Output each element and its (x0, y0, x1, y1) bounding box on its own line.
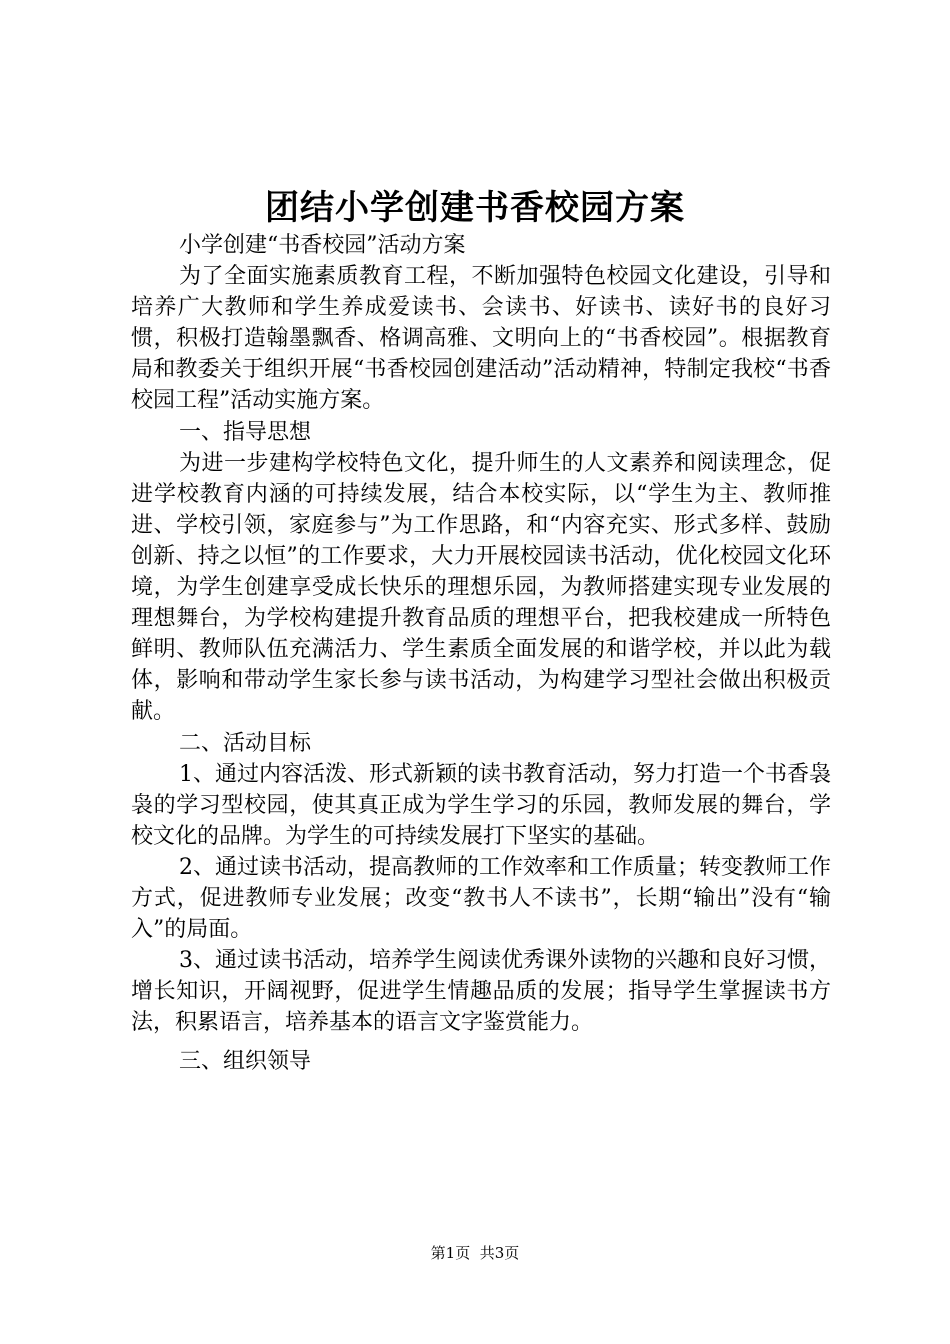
document-body (131, 230, 831, 1078)
section-paragraph: 为进一步建构学校特色文化，提升师生的人文素养和阅读理念，促进学校教育内涵的可持续发展，结合本校实际，以“学生为主、教师推进、学校引领，家庭参与”为工作思路，和“内容充实、形式多样、鼓励创新、持之以恒”的工作要求，大力开展校园读书活动，优化校园文化环境，为学生创建享受成长快乐的理想乐园，为教师搭建实现专业发展的理想舞台，为学校构建提升教育品质的理想平台，把我校建成一所特色鲜明、教师队伍充满活力、学生素质全面发展的和谐学校，并以此为载体，影响和带动学生家长参与读书活动，为构建学习型社会做出积极贡献。 (131, 450, 831, 725)
section-heading-organization: 三、组织领导 (179, 1049, 312, 1075)
section-paragraph: 3、通过读书活动，培养学生阅读优秀课外读物的兴趣和良好习惯，增长知识，开阔视野，促进学生情趣品质的发展；指导学生掌握读书方法，积累语言，培养基本的语言文字鉴赏能力。 (131, 948, 831, 1036)
section-paragraph: 1、通过内容活泼、形式新颖的读书教育活动，努力打造一个书香袅袅的学习型校园，使其真正成为学生学习的乐园，教师发展的舞台，学校文化的品牌。为学生的可持续发展打下坚实的基础。 (131, 761, 831, 849)
document-subtitle: 小学创建“书香校园”活动方案 (179, 233, 466, 258)
page-number: 第1页 (430, 1244, 471, 1262)
page-footer (0, 1243, 950, 1263)
section-paragraph: 2、通过读书活动，提高教师的工作效率和工作质量；转变教师工作方式，促进教师专业发展；改变“教书人不读书”，长期“输出”没有“输入”的局面。 (131, 854, 831, 943)
intro-paragraph: 为了全面实施素质教育工程，不断加强特色校园文化建设，引导和培养广大教师和学生养成爱读书、会读书、好读书、读好书的良好习惯，积极打造翰墨飘香、格调高雅、文明向上的“书香校园”。根据教育局和教委关于组织开展“书香校园创建活动”活动精神，特制定我校“书香校园工程”活动实施方案。 (131, 264, 831, 414)
page-total: 共3页 (479, 1244, 520, 1262)
document-title: 团结小学创建书香校园方案 (265, 188, 685, 228)
section-heading-guiding-thought: 一、指导思想 (179, 419, 312, 445)
section-heading-activity-goals: 二、活动目标 (179, 730, 312, 756)
